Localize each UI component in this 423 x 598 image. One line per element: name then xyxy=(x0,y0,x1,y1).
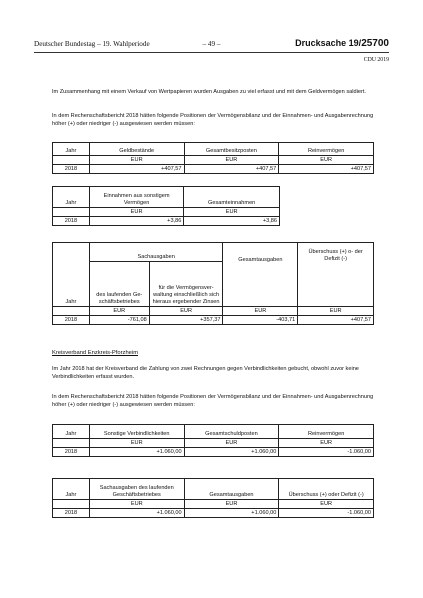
table-row xyxy=(53,208,280,217)
table-header-cell: für die Vermögensver- waltung einschließlich sich hieraus ergebender Zinsen xyxy=(149,262,223,307)
table-unit-cell: EUR xyxy=(298,307,374,316)
table-cell: 2018 xyxy=(53,316,90,325)
table-cell: +407,57 xyxy=(184,165,279,174)
table-cell: +1.060,00 xyxy=(89,509,184,518)
table-cell: +407,57 xyxy=(279,165,374,174)
table-row xyxy=(53,509,374,518)
table-header-cell: Jahr xyxy=(53,425,90,439)
table-cell: 2018 xyxy=(53,165,90,174)
table-cell: +1.060,00 xyxy=(184,509,279,518)
header-doc-prefix: Drucksache 19/ xyxy=(295,38,362,48)
table-row xyxy=(53,187,280,208)
table-row xyxy=(53,425,374,439)
table-row xyxy=(53,165,374,174)
table-header-cell: Geldbestände xyxy=(89,143,184,156)
header-left: Deutscher Bundestag – 19. Wahlperiode xyxy=(34,40,150,48)
header-doc-number: 25700 xyxy=(361,38,389,49)
header-document-number xyxy=(295,38,389,49)
table-3 xyxy=(52,242,374,325)
paragraph-1: Im Zusammenhang mit einem Verkauf von Wertpapieren wurden Ausgaben zu viel erfasst und mit dem Geldvermögen saldiert. xyxy=(52,89,366,95)
table-unit-cell: EUR xyxy=(89,439,184,448)
table-row xyxy=(53,439,374,448)
table-1 xyxy=(52,142,374,174)
table-cell: +1.060,00 xyxy=(184,448,279,457)
table-header-cell: Sachausgaben des laufenden Geschäftsbetriebes xyxy=(89,479,184,500)
table-header-cell: Sonstige Verbindlichkeiten xyxy=(89,425,184,439)
section-heading: Kreisverband Enzkreis-Pforzheim xyxy=(52,350,139,356)
table-header-cell: Jahr xyxy=(53,187,90,208)
table-unit-cell: EUR xyxy=(149,307,223,316)
table-unit-cell: EUR xyxy=(279,439,374,448)
table-row xyxy=(53,448,374,457)
table-header-cell: Gesamtausgaben xyxy=(223,243,298,307)
table-cell: +3,86 xyxy=(184,217,280,226)
table-cell: +3,86 xyxy=(89,217,184,226)
table-header-cell: des laufenden Ge- schäftsbetriebes xyxy=(89,262,149,307)
table-header-cell: Überschuss (+) o- der Defizit (-) xyxy=(298,243,374,307)
table-header-cell: Reinvermögen xyxy=(279,425,374,439)
table-cell: +357,37 xyxy=(149,316,223,325)
table-unit-cell xyxy=(53,208,90,217)
table-unit-cell: EUR xyxy=(279,156,374,165)
table-cell: -761,08 xyxy=(89,316,149,325)
table-unit-cell: EUR xyxy=(184,500,279,509)
table-row xyxy=(53,156,374,165)
table-cell: -1.060,00 xyxy=(279,509,374,518)
table-cell: +407,57 xyxy=(298,316,374,325)
table-row xyxy=(53,500,374,509)
table-unit-cell xyxy=(53,156,90,165)
table-header-cell: Überschuss (+) oder Defizit (-) xyxy=(279,479,374,500)
paragraph-3: Im Jahr 2018 hat der Kreisverband die Zahlung von zwei Rechnungen gegen Verbindlichkeiten gebucht, obwohl zuvor keine Verbindlichkeiten erfasst wurden. xyxy=(52,366,359,381)
table-cell: 2018 xyxy=(53,448,90,457)
table-row xyxy=(53,316,374,325)
page-header xyxy=(34,38,389,50)
table-cell: 2018 xyxy=(53,509,90,518)
party-label: CDU 2019 xyxy=(363,57,389,63)
table-row xyxy=(53,217,280,226)
table-unit-cell: EUR xyxy=(184,156,279,165)
header-page-number: – 49 – xyxy=(202,40,221,48)
paragraph-2: In dem Rechenschaftsbericht 2018 hätten folgende Positionen der Vermögensbilanz und der Einnahmen- und Ausgabenrechnung höher (+) oder niedriger (-) ausgewiesen werden müssen: xyxy=(52,113,374,128)
table-header-cell: Gesamtschuldposten xyxy=(184,425,279,439)
table-header-cell: Jahr xyxy=(53,143,90,156)
table-header-cell: Gesamtbesitzposten xyxy=(184,143,279,156)
table-unit-cell: EUR xyxy=(89,208,184,217)
table-cell: -1.060,00 xyxy=(279,448,374,457)
table-group-header-cell: Sachausgaben xyxy=(89,243,223,262)
table-row xyxy=(53,479,374,500)
table-header-cell: Jahr xyxy=(53,479,90,500)
header-rule xyxy=(34,52,389,53)
table-2 xyxy=(52,186,280,226)
table-unit-cell: EUR xyxy=(89,500,184,509)
table-unit-cell xyxy=(53,439,90,448)
table-row xyxy=(53,143,374,156)
table-unit-cell: EUR xyxy=(89,307,149,316)
table-unit-cell: EUR xyxy=(279,500,374,509)
table-row xyxy=(53,243,374,262)
table-cell: +407,57 xyxy=(89,165,184,174)
table-unit-cell xyxy=(53,500,90,509)
table-cell: +1.060,00 xyxy=(89,448,184,457)
table-header-cell: Gesamtausgaben xyxy=(184,479,279,500)
table-header-cell: Reinvermögen xyxy=(279,143,374,156)
table-cell: -403,71 xyxy=(223,316,298,325)
paragraph-4: In dem Rechenschaftsbericht 2018 hätten folgende Positionen der Vermögensbilanz und der Einnahmen- und Ausgabenrechnung höher (+) oder niedriger (-) ausgewiesen werden müssen: xyxy=(52,394,374,409)
table-unit-cell: EUR xyxy=(184,439,279,448)
table-unit-cell: EUR xyxy=(184,208,280,217)
table-header-cell: Jahr xyxy=(53,243,90,307)
table-cell: 2018 xyxy=(53,217,90,226)
table-row xyxy=(53,307,374,316)
table-5 xyxy=(52,478,374,518)
table-unit-cell xyxy=(53,307,90,316)
table-header-cell: Gesamteinnahmen xyxy=(184,187,280,208)
table-4 xyxy=(52,424,374,457)
table-header-cell: Einnahmen aus sonstigem Vermögen xyxy=(89,187,184,208)
table-unit-cell: EUR xyxy=(223,307,298,316)
table-unit-cell: EUR xyxy=(89,156,184,165)
